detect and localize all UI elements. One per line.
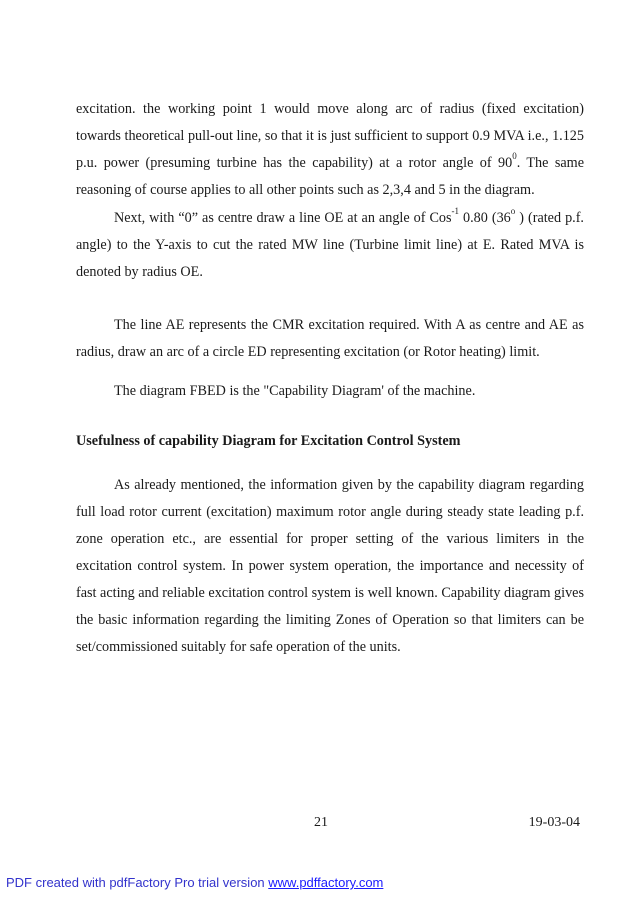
banner-text: PDF created with pdfFactory Pro trial version [6,875,269,890]
pdf-creator-banner [6,874,383,892]
page-number: 21 [314,815,328,830]
superscript-degree: o [510,206,516,217]
paragraph-text: ) (rated p.f. angle) to the Y-axis to cut the rated MW line (Turbine limit line) at E. Rated MVA is denoted by radius OE. [76,210,584,280]
superscript-inverse: -1 [451,206,460,217]
paragraph-line-ae: The line AE represents the CMR excitation required. With A as centre and AE as radius, draw an arc of a circle ED representing excitation (or Rotor heating) limit. [76,317,584,360]
paragraph-usefulness: As already mentioned, the information given by the capability diagram regarding full load rotor current (excitation) maximum rotor angle during steady state leading p.f. zone operation etc., are essential for proper setting of the various limiters in the excitation control system. In power system operation, the importance and necessity of fast acting and reliable excitation control system is well known. Capability diagram gives the basic information regarding the limiting Zones of Operation so that limiters can be set/commissioned suitably for safe operation of the units. [76,477,584,655]
paragraph-working-point [76,96,584,204]
pdffactory-link[interactable]: www.pdffactory.com [268,875,384,890]
paragraph-capability-diagram: The diagram FBED is the "Capability Diagram' of the machine. [114,383,476,399]
superscript-degree: 0 [512,151,517,162]
paragraph-text: excitation. the working point 1 would move along arc of radius (fixed excitation) towards theoretical pull-out line, so that it is just sufficient to support 0.9 MVA i.e., 1.125 p.u. power (presuming turbine has the capability) at a rotor angle of 90 [76,101,584,171]
paragraph-text: 0.80 (36 [459,210,511,226]
section-heading: Usefulness of capability Diagram for Excitation Control System [76,433,461,449]
paragraph-text: . The same reasoning of course applies to all other points such as 2,3,4 and 5 in the diagram. [76,155,585,198]
paragraph-line-oe [76,205,584,286]
footer-date: 19-03-04 [528,815,580,830]
paragraph-text: Next, with “0” as centre draw a line OE at an angle of Cos [114,210,452,226]
